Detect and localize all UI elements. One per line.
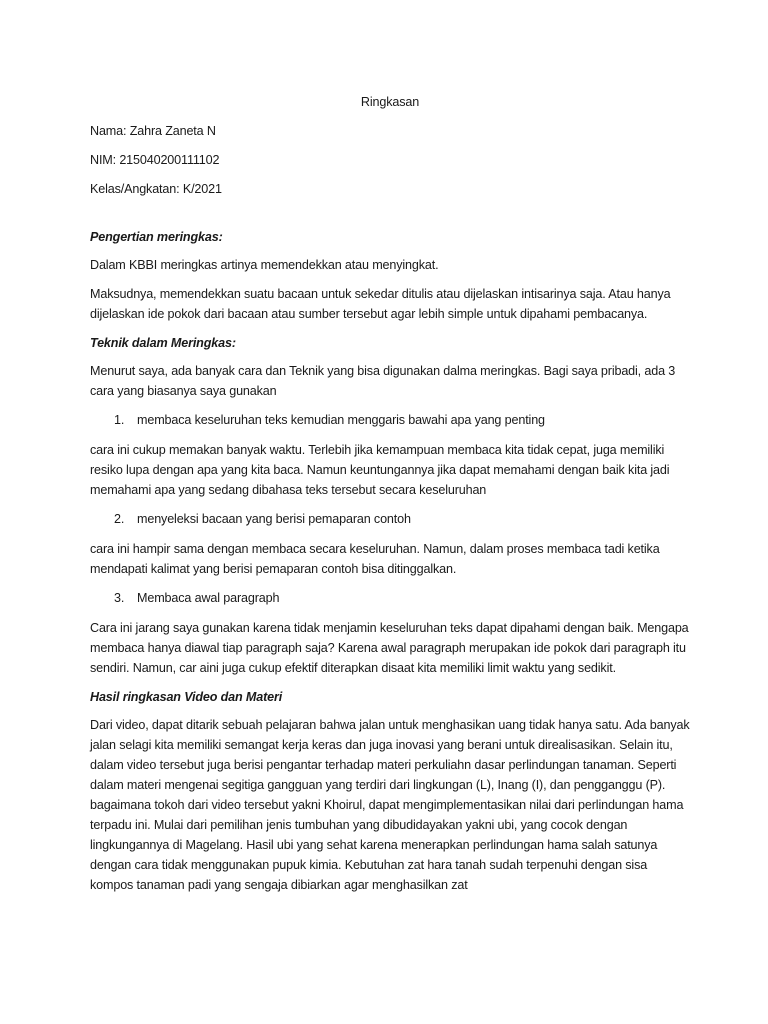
section-heading-definition: Pengertian meringkas: (90, 230, 223, 244)
paragraph-technique-3: Cara ini jarang saya gunakan karena tidak menjamin keseluruhan teks dapat dipahami dengan baik. Mengapa membaca hanya diawal tiap paragraph saja? Karena awal paragraph merupakan ide pokok dari paragraph itu sendiri. Namun, car aini juga cukup efektif diterapkan disaat kita memiliki limit waktu yang sedikit. (90, 621, 689, 675)
paragraph-meaning: Maksudnya, memendekkan suatu bacaan untuk sekedar ditulis atau dijelaskan intisarinya saja. Atau hanya dijelaskan ide pokok dari bacaan atau sumber tersebut agar lebih simple untuk dipahami pembacanya. (90, 287, 671, 321)
section-heading-summary: Hasil ringkasan Video dan Materi (90, 690, 283, 704)
spacer (90, 208, 690, 227)
paragraph-technique-intro: Menurut saya, ada banyak cara dan Teknik yang bisa digunakan dalma meringkas. Bagi saya pribadi, ada 3 cara yang biasanya saya gunakan (90, 364, 676, 398)
list-number: 2. (114, 512, 125, 526)
section-heading-technique: Teknik dalam Meringkas: (90, 336, 236, 350)
field-name: Nama: Zahra Zaneta N (90, 124, 216, 138)
list-item-3 (90, 588, 690, 608)
list-item-1 (90, 410, 690, 430)
list-number: 3. (114, 591, 125, 605)
paragraph-summary: Dari video, dapat ditarik sebuah pelajaran bahwa jalan untuk menghasikan uang tidak hanya satu. Ada banyak jalan selagi kita memiliki semangat kerja keras dan juga inovasi yang berani untuk direalisasikan. Selain itu, dalam video tersebut juga berisi pengantar terhadap materi perkuliahn dasar perlindungan tanaman. Seperti dalam materi mengenai segitiga gangguan yang terdiri dari lingkungan (L), Inang (I), dan pengganggu (P). bagaimana tokoh dari video tersebut yakni Khoirul, dapat mengimplementasikan nilai dari perlindungan hama terpadu ini. Mulai dari pemilihan jenis tumbuhan yang dibudidayakan yakni ubi, yang cocok dengan lingkungannya di Magelang. Hasil ubi yang sehat karena menerapkan perlindungan hama salah satunya dengan cara tidak menggunakan pupuk kimia. Kebutuhan zat hara tanah sudah terpenuhi dengan sisa kompos tanaman padi yang sengaja dibiarkan agar menghasilkan zat (90, 718, 690, 892)
paragraph-kbbi: Dalam KBBI meringkas artinya memendekkan atau menyingkat. (90, 258, 439, 272)
document-title: Ringkasan (360, 95, 420, 109)
list-item-label: Membaca awal paragraph (137, 591, 280, 605)
field-class: Kelas/Angkatan: K/2021 (90, 182, 222, 196)
list-item-label: menyeleksi bacaan yang berisi pemaparan contoh (137, 512, 411, 526)
paragraph-technique-2: cara ini hampir sama dengan membaca secara keseluruhan. Namun, dalam proses membaca tadi ketika mendapati kalimat yang berisi pemaparan contoh bisa ditinggalkan. (90, 542, 660, 576)
paragraph-technique-1: cara ini cukup memakan banyak waktu. Terlebih jika kemampuan membaca kita tidak cepat, juga memiliki resiko lupa dengan apa yang kita baca. Namun keuntungannya jika dapat memahami dengan baik kita jadi memahami apa yang sedang dibahasa teks tersebut secara keseluruhan (90, 443, 670, 497)
field-nim: NIM: 215040200111102 (90, 153, 220, 167)
document-page (90, 92, 690, 904)
list-number: 1. (114, 413, 125, 427)
list-item-label: membaca keseluruhan teks kemudian menggaris bawahi apa yang penting (137, 413, 545, 427)
list-item-2 (90, 509, 690, 529)
